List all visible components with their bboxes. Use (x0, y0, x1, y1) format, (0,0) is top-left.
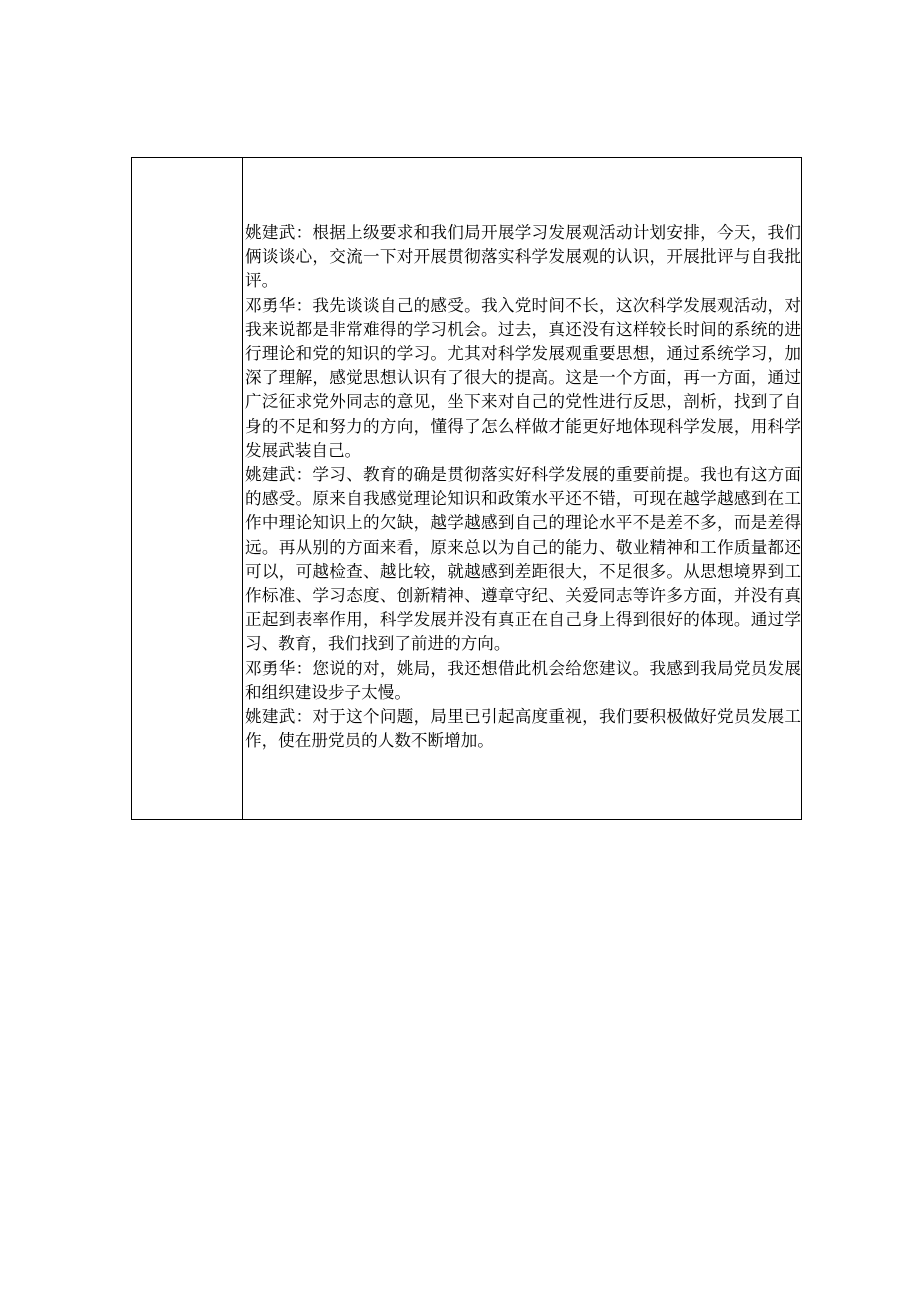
dialogue-paragraph: 姚建武：对于这个问题，局里已引起高度重视，我们要积极做好党员发展工作，使在册党员的人数不断增加。 (245, 707, 801, 751)
dialogue-paragraph: 邓勇华：您说的对，姚局，我还想借此机会给您建议。我感到我局党员发展和组织建设步子太慢。 (245, 658, 801, 702)
table-left-cell (132, 158, 243, 819)
dialogue-paragraph: 姚建武：学习、教育的确是贯彻落实好科学发展的重要前提。我也有这方面的感受。原来自我感觉理论知识和政策水平还不错，可现在越学越感到在工作中理论知识上的欠缺，越学越感到自己的理论水平不是差不多，而是差得远。再从别的方面来看，原来总以为自己的能力、敬业精神和工作质量都还可以，可越检查、越比较，就越感到差距很大，不足很多。从思想境界到工作标准、学习态度、创新精神、遵章守纪、关爱同志等许多方面，并没有真正起到表率作用，科学发展并没有真正在自己身上得到很好的体现。通过学习、教育，我们找到了前进的方向。 (245, 465, 801, 654)
dialogue-content (245, 221, 801, 753)
table-right-cell (243, 158, 801, 819)
dialogue-paragraph: 姚建武：根据上级要求和我们局开展学习发展观活动计划安排，今天，我们俩谈谈心，交流一下对开展贯彻落实科学发展观的认识，开展批评与自我批评。 (245, 223, 801, 291)
document-table (131, 157, 802, 820)
dialogue-paragraph: 邓勇华：我先谈谈自己的感受。我入党时间不长，这次科学发展观活动，对我来说都是非常难得的学习机会。过去，真还没有这样较长时间的系统的进行理论和党的知识的学习。尤其对科学发展观重要思想，通过系统学习，加深了理解，感觉思想认识有了很大的提高。这是一个方面，再一方面，通过广泛征求党外同志的意见，坐下来对自己的党性进行反思，剖析，找到了自身的不足和努力的方向，懂得了怎么样做才能更好地体现科学发展，用科学发展武装自己。 (245, 295, 801, 460)
